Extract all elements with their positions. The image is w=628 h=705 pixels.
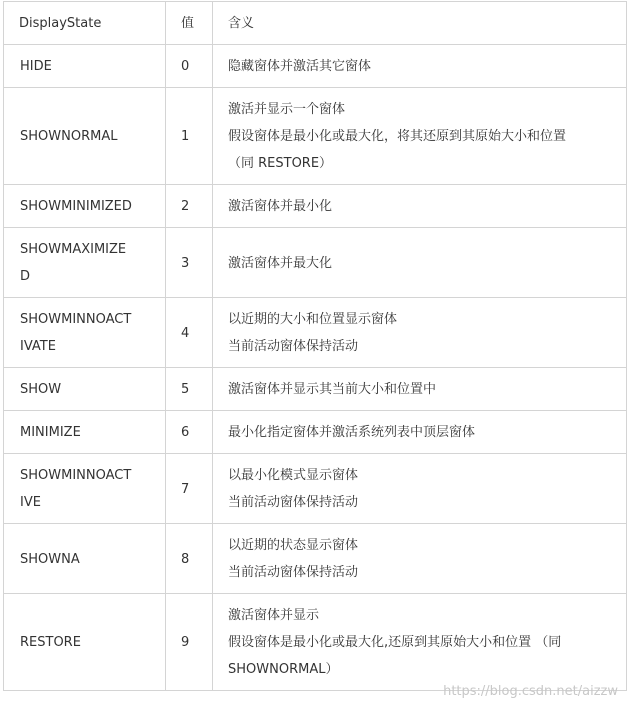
display-state-text: IVATE [20,339,56,354]
cell-display-state [4,594,166,691]
table-row [4,411,627,454]
table-row [4,185,627,228]
table-row [4,88,627,185]
cell-value: 3 [166,228,213,298]
cell-meaning [213,228,627,298]
display-state-text: SHOWMINNOACT [20,468,132,483]
cell-display-state [4,228,166,298]
meaning-text: 以最小化模式显示窗体 [228,468,359,483]
table-body [4,45,627,691]
meaning-text: 激活窗体并最小化 [228,199,333,214]
meaning-text: 以近期的状态显示窗体 [228,538,359,553]
table-row [4,228,627,298]
cell-display-state [4,298,166,368]
meaning-text: 假设窗体是最小化或最大化,还原到其原始大小和位置 （同 [228,635,562,650]
display-state-text: SHOWMINNOACT [20,312,132,327]
cell-meaning [213,411,627,454]
cell-meaning [213,524,627,594]
cell-meaning [213,454,627,524]
display-state-text: SHOWMINIMIZED [20,199,132,214]
meaning-text: 当前活动窗体保持活动 [228,495,359,510]
display-state-text: IVE [20,495,41,510]
cell-value: 6 [166,411,213,454]
cell-value: 4 [166,298,213,368]
meaning-text: 隐藏窗体并激活其它窗体 [228,59,372,74]
cell-display-state [4,88,166,185]
meaning-text: 激活窗体并显示其当前大小和位置中 [228,382,437,397]
header-value: 值 [166,2,213,45]
header-display-state: DisplayState [4,2,166,45]
cell-display-state [4,524,166,594]
meaning-text: 当前活动窗体保持活动 [228,565,359,580]
cell-meaning [213,45,627,88]
table-row [4,368,627,411]
cell-meaning [213,88,627,185]
table-header-row [4,2,627,45]
table-row [4,524,627,594]
display-state-text: SHOWMAXIMIZE [20,242,127,257]
cell-display-state [4,185,166,228]
meaning-text: （同 RESTORE） [228,156,333,171]
display-state-text: SHOW [20,382,62,397]
table-row [4,45,627,88]
cell-value: 8 [166,524,213,594]
display-state-text: SHOWNA [20,551,80,567]
meaning-text: 最小化指定窗体并激活系统列表中顶层窗体 [228,425,476,440]
cell-display-state [4,411,166,454]
display-state-text: SHOWNORMAL [20,129,118,144]
meaning-text: 激活窗体并显示 [228,608,320,623]
cell-meaning [213,368,627,411]
cell-value: 1 [166,88,213,185]
cell-value: 5 [166,368,213,411]
watermark: https://blog.csdn.net/aizzw [443,684,618,699]
table-row [4,594,627,691]
cell-value: 7 [166,454,213,524]
meaning-text: 激活窗体并最大化 [228,255,333,271]
meaning-text: 激活并显示一个窗体 [228,102,346,117]
meaning-text: 假设窗体是最小化或最大化，将其还原到其原始大小和位置 [228,129,567,144]
cell-display-state [4,454,166,524]
table-row [4,454,627,524]
cell-value: 9 [166,594,213,691]
display-state-text: RESTORE [20,635,81,650]
display-state-text: D [20,269,31,284]
cell-meaning [213,298,627,368]
table-row [4,298,627,368]
meaning-text: SHOWNORMAL） [228,662,339,677]
cell-meaning [213,185,627,228]
display-state-table [3,1,627,691]
display-state-text: HIDE [20,59,52,74]
cell-value: 0 [166,45,213,88]
meaning-text: 以近期的大小和位置显示窗体 [228,312,398,327]
meaning-text: 当前活动窗体保持活动 [228,339,359,354]
display-state-text: MINIMIZE [20,425,81,440]
cell-meaning [213,594,627,691]
header-meaning: 含义 [213,2,627,45]
cell-display-state [4,45,166,88]
cell-display-state [4,368,166,411]
cell-value: 2 [166,185,213,228]
